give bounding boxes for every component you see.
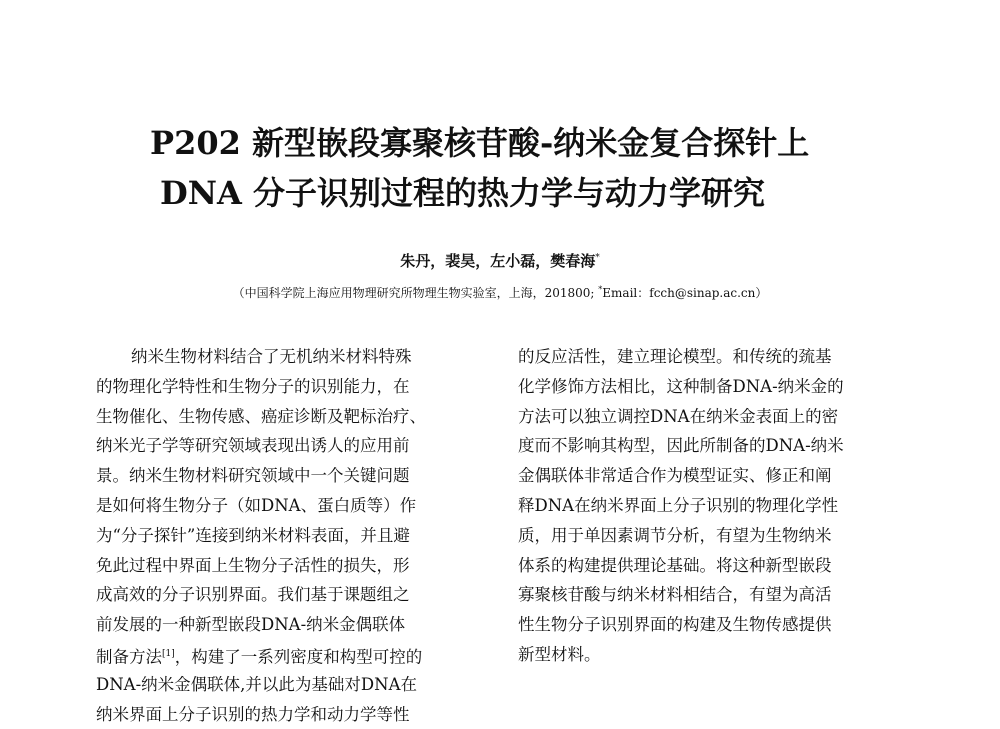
body-line: 生物催化、生物传感、癌症诊断及靶标治疗、 (96, 406, 426, 426)
title-line-2: DNA 分子识别过程的热力学与动力学研究 (160, 174, 765, 212)
body-line: 体系的构建提供理论基础。将这种新型嵌段 (518, 555, 832, 575)
citation-ref: [1] (162, 648, 175, 659)
title-line-1: P202 新型嵌段寡聚核苷酸-纳米金复合探针上 (150, 124, 810, 162)
body-line: 性生物分子识别界面的构建及生物传感提供 (518, 615, 832, 635)
affiliation (0, 284, 1000, 301)
body-text: ，构建了一系列密度和构型可控的 (174, 647, 423, 667)
body-line: 释DNA在纳米界面上分子识别的物理化学性 (518, 495, 839, 515)
body-line: 的反应活性，建立理论模型。和传统的巯基 (518, 347, 832, 366)
body-line: 纳米光子学等研究领域表现出诱人的应用前 (96, 436, 410, 456)
body-line (96, 640, 484, 670)
body-line: 成高效的分子识别界面。我们基于课题组之 (96, 585, 410, 605)
body-line: 新型材料。 (518, 644, 601, 664)
corresponding-mark: * (595, 253, 600, 263)
body-line: 景。纳米生物材料研究领域中一个关键问题 (96, 466, 410, 486)
body-line: 金偶联体非常适合作为模型证实、修正和阐 (518, 466, 832, 486)
body-text: 制备方法 (96, 647, 162, 667)
body-line: 度而不影响其构型，因此所制备的DNA-纳米 (518, 436, 844, 456)
body-line: 前发展的一种新型嵌段DNA-纳米金偶联体 (96, 615, 406, 635)
body-line: 免此过程中界面上生物分子活性的损失，形 (96, 555, 410, 575)
body-line: 化学修饰方法相比，这种制备DNA-纳米金的 (518, 376, 844, 396)
affiliation-text: （中国科学院上海应用物理研究所物理生物实验室，上海，201800; (232, 286, 599, 300)
body-line: 的物理化学特性和生物分子的识别能力，在 (96, 376, 410, 396)
body-line: 方法可以独立调控DNA在纳米金表面上的密 (518, 406, 839, 426)
body-line: DNA-纳米金偶联体,并以此为基础对DNA在 (96, 674, 417, 694)
body-line: 寡聚核苷酸与纳米材料相结合，有望为高活 (518, 585, 832, 605)
body-line: 纳米生物材料结合了无机纳米材料特殊 (131, 347, 412, 366)
author-list (0, 250, 1000, 271)
body-column-left (96, 342, 484, 729)
author-names: 朱丹，裴昊，左小磊，樊春海 (400, 252, 596, 270)
body-line: 是如何将生物分子（如DNA、蛋白质等）作 (96, 495, 417, 515)
body-line: 纳米界面上分子识别的热力学和动力学等性 (96, 704, 410, 724)
body-line: 质，用于单因素调节分析，有望为生物纳米 (518, 525, 832, 545)
email-mark: * (598, 285, 603, 294)
body-column-right (518, 342, 908, 670)
affiliation-email: Email：fcch@sinap.ac.cn） (602, 286, 768, 300)
body-line: 为“分子探针”连接到纳米材料表面，并且避 (96, 525, 410, 545)
